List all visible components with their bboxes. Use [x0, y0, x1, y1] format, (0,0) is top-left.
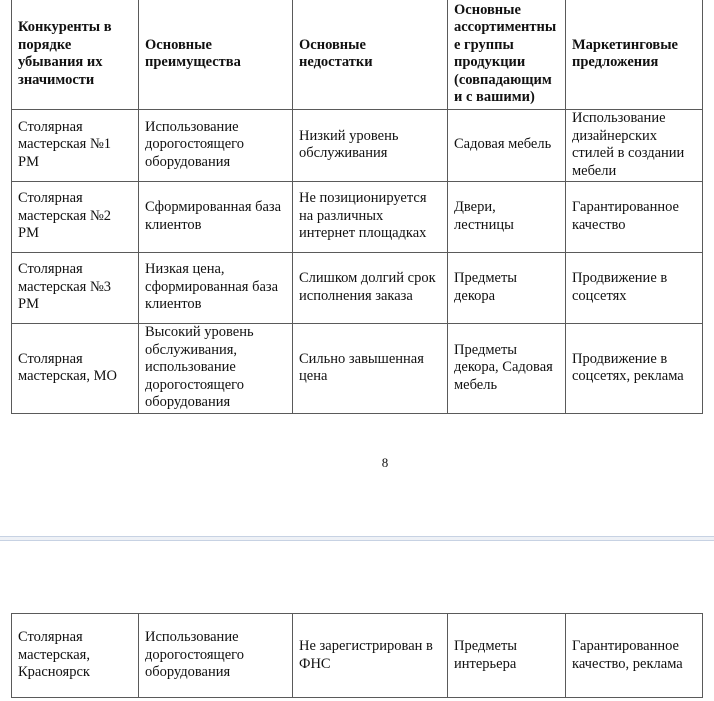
table-cell: Сильно завышенная цена	[293, 323, 448, 413]
header-cell-product-groups: Основные ассортиментны е группы продукции (совпадающим и с вашими)	[448, 0, 566, 109]
table-cell: Столярная мастерская №3 РМ	[12, 252, 139, 323]
table-cell: Слишком долгий срок исполнения заказа	[293, 252, 448, 323]
table-cell: Столярная мастерская, МО	[12, 323, 139, 413]
page-number: 8	[381, 455, 389, 470]
table-cell: Столярная мастерская, Красноярск	[12, 614, 139, 698]
table-cell: Использование дорогостоящего оборудования	[139, 614, 293, 698]
table-cell: Сформированная база клиентов	[139, 181, 293, 252]
header-cell-marketing: Маркетинговые предложения	[566, 0, 703, 109]
table-cell: Низкий уровень обслуживания	[293, 109, 448, 181]
table-cell: Предметы декора	[448, 252, 566, 323]
table-row	[12, 323, 703, 413]
header-cell-advantages: Основные преимущества	[139, 0, 293, 109]
competitors-table-continued	[11, 613, 703, 698]
table-row	[12, 614, 703, 698]
table-cell: Использование дорогостоящего оборудования	[139, 109, 293, 181]
table-cell: Не позиционируется на различных интернет площадках	[293, 181, 448, 252]
table-row	[12, 109, 703, 181]
header-cell-disadvantages: Основные недостатки	[293, 0, 448, 109]
table-cell: Предметы интерьера	[448, 614, 566, 698]
document-page-2	[0, 541, 714, 701]
table-cell: Гарантированное качество, реклама	[566, 614, 703, 698]
table-cell: Столярная мастерская №1 РМ	[12, 109, 139, 181]
table-cell: Высокий уровень обслуживания, использование дорогостоящего оборудования	[139, 323, 293, 413]
table-cell: Продвижение в соцсетях, реклама	[566, 323, 703, 413]
table-row	[12, 252, 703, 323]
table-cell: Низкая цена, сформированная база клиентов	[139, 252, 293, 323]
table-header-row	[12, 0, 703, 109]
competitors-table	[11, 0, 703, 414]
header-cell-competitors: Конкуренты в порядке убывания их значимости	[12, 0, 139, 109]
table-cell: Продвижение в соцсетях	[566, 252, 703, 323]
table-cell: Использование дизайнерских стилей в создании мебели	[566, 109, 703, 181]
table-cell: Предметы декора, Садовая мебель	[448, 323, 566, 413]
table-cell: Двери, лестницы	[448, 181, 566, 252]
table-cell: Не зарегистрирован в ФНС	[293, 614, 448, 698]
table-cell: Гарантированное качество	[566, 181, 703, 252]
table-cell: Столярная мастерская №2 РМ	[12, 181, 139, 252]
table-cell: Садовая мебель	[448, 109, 566, 181]
table-row	[12, 181, 703, 252]
